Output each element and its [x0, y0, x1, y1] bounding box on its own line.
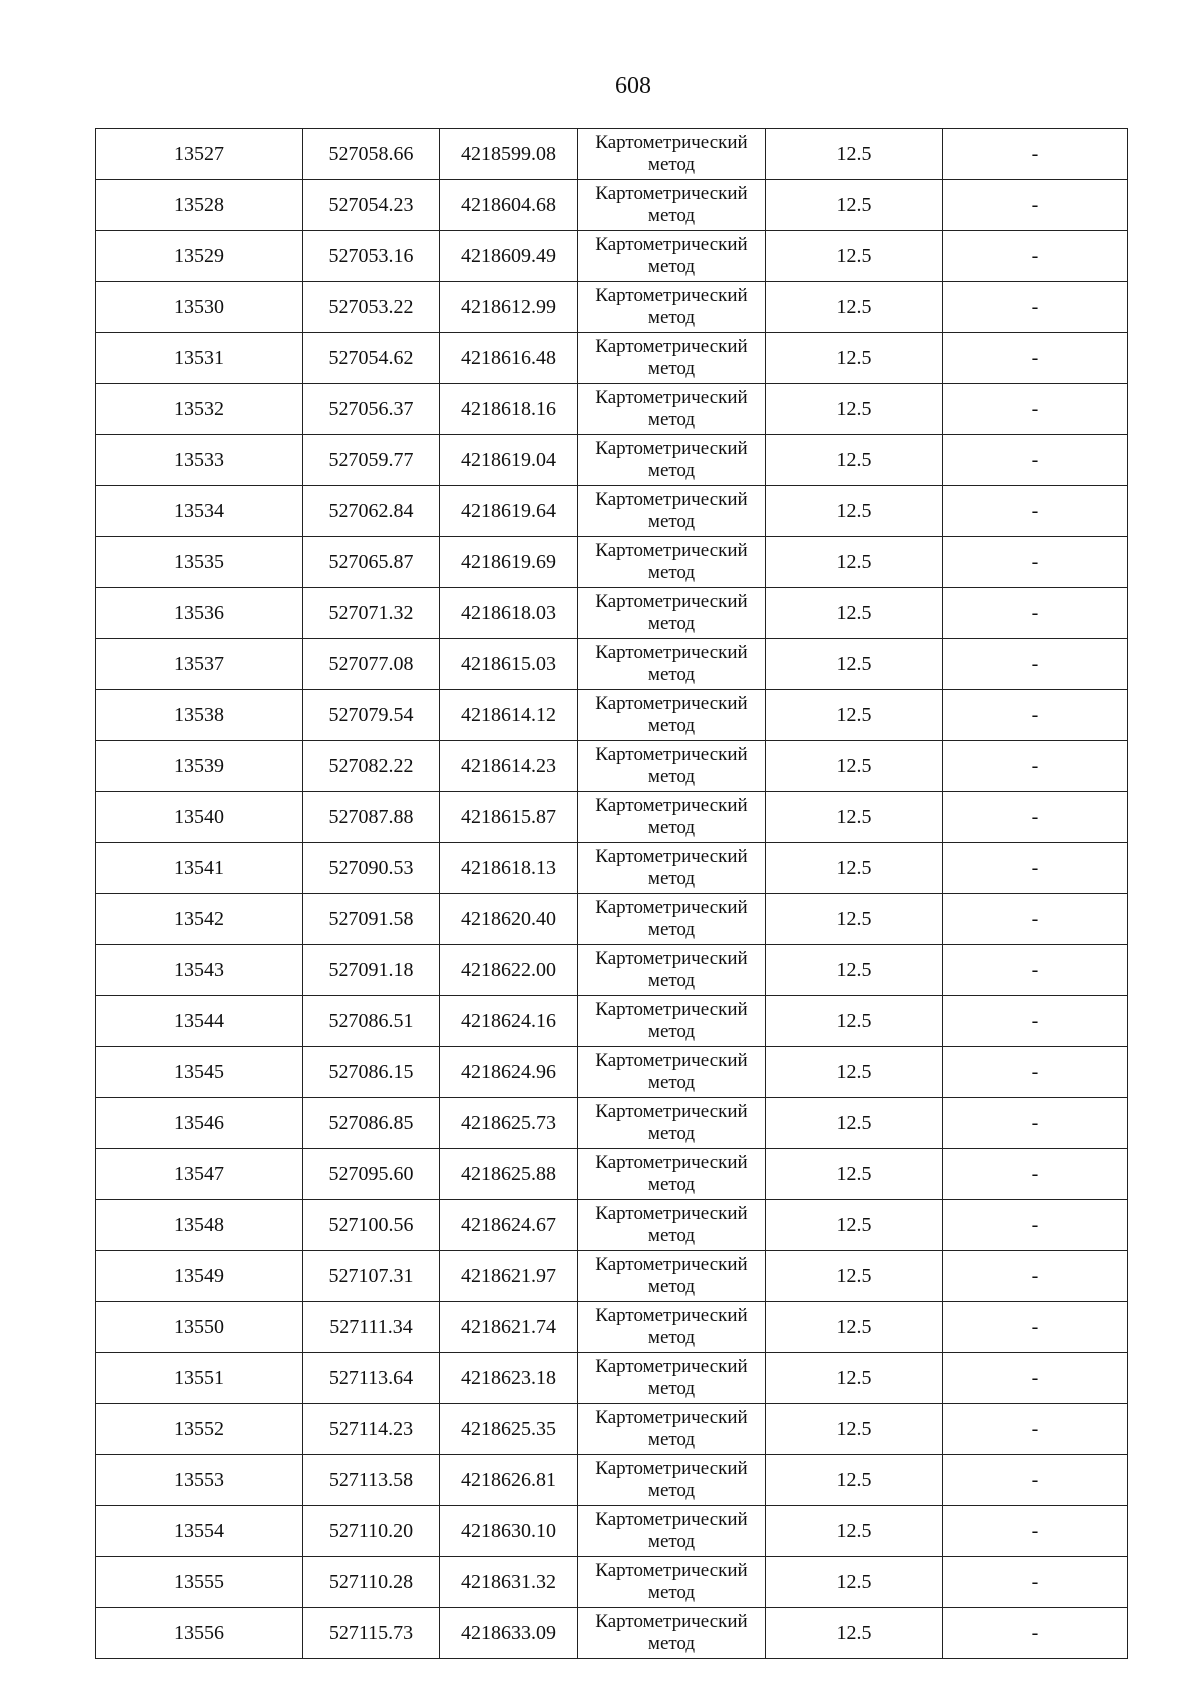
y-coordinate-cell: 4218599.08	[440, 129, 578, 180]
y-coordinate-cell: 4218624.96	[440, 1047, 578, 1098]
table-row	[96, 1302, 1128, 1353]
note-cell: -	[943, 996, 1128, 1047]
y-coordinate-cell: 4218633.09	[440, 1608, 578, 1659]
note-cell: -	[943, 1302, 1128, 1353]
x-coordinate-cell: 527113.64	[303, 1353, 440, 1404]
y-coordinate-cell: 4218625.35	[440, 1404, 578, 1455]
point-id-cell: 13549	[96, 1251, 303, 1302]
accuracy-cell: 12.5	[766, 894, 943, 945]
y-coordinate-cell: 4218614.12	[440, 690, 578, 741]
x-coordinate-cell: 527071.32	[303, 588, 440, 639]
point-id-cell: 13536	[96, 588, 303, 639]
x-coordinate-cell: 527091.58	[303, 894, 440, 945]
accuracy-cell: 12.5	[766, 792, 943, 843]
method-cell: Картометрический метод	[578, 333, 766, 384]
point-id-cell: 13532	[96, 384, 303, 435]
y-coordinate-cell: 4218624.67	[440, 1200, 578, 1251]
note-cell: -	[943, 435, 1128, 486]
note-cell: -	[943, 129, 1128, 180]
table-row	[96, 588, 1128, 639]
method-cell: Картометрический метод	[578, 588, 766, 639]
point-id-cell: 13538	[96, 690, 303, 741]
method-cell: Картометрический метод	[578, 639, 766, 690]
y-coordinate-cell: 4218618.03	[440, 588, 578, 639]
method-cell: Картометрический метод	[578, 1404, 766, 1455]
note-cell: -	[943, 792, 1128, 843]
method-cell: Картометрический метод	[578, 435, 766, 486]
method-cell: Картометрический метод	[578, 945, 766, 996]
x-coordinate-cell: 527091.18	[303, 945, 440, 996]
x-coordinate-cell: 527054.23	[303, 180, 440, 231]
accuracy-cell: 12.5	[766, 435, 943, 486]
coordinates-table	[95, 128, 1128, 1659]
method-cell: Картометрический метод	[578, 1149, 766, 1200]
table-row	[96, 1455, 1128, 1506]
accuracy-cell: 12.5	[766, 537, 943, 588]
note-cell: -	[943, 1047, 1128, 1098]
x-coordinate-cell: 527054.62	[303, 333, 440, 384]
table-row	[96, 1251, 1128, 1302]
note-cell: -	[943, 231, 1128, 282]
point-id-cell: 13542	[96, 894, 303, 945]
y-coordinate-cell: 4218622.00	[440, 945, 578, 996]
note-cell: -	[943, 639, 1128, 690]
accuracy-cell: 12.5	[766, 1149, 943, 1200]
y-coordinate-cell: 4218614.23	[440, 741, 578, 792]
table-row	[96, 282, 1128, 333]
x-coordinate-cell: 527113.58	[303, 1455, 440, 1506]
x-coordinate-cell: 527115.73	[303, 1608, 440, 1659]
accuracy-cell: 12.5	[766, 1557, 943, 1608]
note-cell: -	[943, 1098, 1128, 1149]
method-cell: Картометрический метод	[578, 1251, 766, 1302]
x-coordinate-cell: 527087.88	[303, 792, 440, 843]
x-coordinate-cell: 527056.37	[303, 384, 440, 435]
y-coordinate-cell: 4218619.69	[440, 537, 578, 588]
method-cell: Картометрический метод	[578, 231, 766, 282]
note-cell: -	[943, 1251, 1128, 1302]
table-row	[96, 1557, 1128, 1608]
y-coordinate-cell: 4218620.40	[440, 894, 578, 945]
x-coordinate-cell: 527114.23	[303, 1404, 440, 1455]
accuracy-cell: 12.5	[766, 129, 943, 180]
method-cell: Картометрический метод	[578, 1098, 766, 1149]
x-coordinate-cell: 527086.51	[303, 996, 440, 1047]
x-coordinate-cell: 527095.60	[303, 1149, 440, 1200]
y-coordinate-cell: 4218616.48	[440, 333, 578, 384]
table-row	[96, 231, 1128, 282]
point-id-cell: 13529	[96, 231, 303, 282]
point-id-cell: 13546	[96, 1098, 303, 1149]
y-coordinate-cell: 4218604.68	[440, 180, 578, 231]
accuracy-cell: 12.5	[766, 1506, 943, 1557]
accuracy-cell: 12.5	[766, 1251, 943, 1302]
point-id-cell: 13545	[96, 1047, 303, 1098]
accuracy-cell: 12.5	[766, 1098, 943, 1149]
point-id-cell: 13531	[96, 333, 303, 384]
accuracy-cell: 12.5	[766, 1200, 943, 1251]
point-id-cell: 13551	[96, 1353, 303, 1404]
y-coordinate-cell: 4218619.64	[440, 486, 578, 537]
note-cell: -	[943, 945, 1128, 996]
x-coordinate-cell: 527082.22	[303, 741, 440, 792]
y-coordinate-cell: 4218619.04	[440, 435, 578, 486]
table-row	[96, 435, 1128, 486]
table-row	[96, 945, 1128, 996]
table-row	[96, 1047, 1128, 1098]
note-cell: -	[943, 1506, 1128, 1557]
table-row	[96, 792, 1128, 843]
x-coordinate-cell: 527059.77	[303, 435, 440, 486]
method-cell: Картометрический метод	[578, 1047, 766, 1098]
accuracy-cell: 12.5	[766, 1608, 943, 1659]
accuracy-cell: 12.5	[766, 1455, 943, 1506]
method-cell: Картометрический метод	[578, 1353, 766, 1404]
coordinates-table-body	[96, 129, 1128, 1659]
point-id-cell: 13556	[96, 1608, 303, 1659]
accuracy-cell: 12.5	[766, 996, 943, 1047]
note-cell: -	[943, 1455, 1128, 1506]
note-cell: -	[943, 741, 1128, 792]
method-cell: Картометрический метод	[578, 537, 766, 588]
accuracy-cell: 12.5	[766, 231, 943, 282]
note-cell: -	[943, 537, 1128, 588]
page-number: 608	[615, 73, 651, 99]
table-row	[96, 129, 1128, 180]
note-cell: -	[943, 1353, 1128, 1404]
point-id-cell: 13528	[96, 180, 303, 231]
note-cell: -	[943, 1557, 1128, 1608]
y-coordinate-cell: 4218625.73	[440, 1098, 578, 1149]
accuracy-cell: 12.5	[766, 639, 943, 690]
table-row	[96, 537, 1128, 588]
accuracy-cell: 12.5	[766, 945, 943, 996]
point-id-cell: 13543	[96, 945, 303, 996]
x-coordinate-cell: 527100.56	[303, 1200, 440, 1251]
x-coordinate-cell: 527053.16	[303, 231, 440, 282]
y-coordinate-cell: 4218630.10	[440, 1506, 578, 1557]
method-cell: Картометрический метод	[578, 180, 766, 231]
accuracy-cell: 12.5	[766, 1404, 943, 1455]
y-coordinate-cell: 4218609.49	[440, 231, 578, 282]
x-coordinate-cell: 527086.15	[303, 1047, 440, 1098]
accuracy-cell: 12.5	[766, 282, 943, 333]
x-coordinate-cell: 527090.53	[303, 843, 440, 894]
x-coordinate-cell: 527053.22	[303, 282, 440, 333]
point-id-cell: 13527	[96, 129, 303, 180]
table-row	[96, 180, 1128, 231]
y-coordinate-cell: 4218624.16	[440, 996, 578, 1047]
accuracy-cell: 12.5	[766, 333, 943, 384]
table-row	[96, 1149, 1128, 1200]
method-cell: Картометрический метод	[578, 843, 766, 894]
y-coordinate-cell: 4218618.16	[440, 384, 578, 435]
method-cell: Картометрический метод	[578, 1455, 766, 1506]
x-coordinate-cell: 527079.54	[303, 690, 440, 741]
method-cell: Картометрический метод	[578, 894, 766, 945]
note-cell: -	[943, 333, 1128, 384]
method-cell: Картометрический метод	[578, 1557, 766, 1608]
method-cell: Картометрический метод	[578, 1506, 766, 1557]
x-coordinate-cell: 527110.20	[303, 1506, 440, 1557]
point-id-cell: 13548	[96, 1200, 303, 1251]
method-cell: Картометрический метод	[578, 129, 766, 180]
accuracy-cell: 12.5	[766, 180, 943, 231]
note-cell: -	[943, 180, 1128, 231]
coordinates-table-container	[95, 128, 1127, 1659]
point-id-cell: 13535	[96, 537, 303, 588]
x-coordinate-cell: 527058.66	[303, 129, 440, 180]
y-coordinate-cell: 4218621.74	[440, 1302, 578, 1353]
table-row	[96, 843, 1128, 894]
point-id-cell: 13537	[96, 639, 303, 690]
point-id-cell: 13544	[96, 996, 303, 1047]
note-cell: -	[943, 1608, 1128, 1659]
x-coordinate-cell: 527077.08	[303, 639, 440, 690]
point-id-cell: 13552	[96, 1404, 303, 1455]
accuracy-cell: 12.5	[766, 741, 943, 792]
x-coordinate-cell: 527086.85	[303, 1098, 440, 1149]
method-cell: Картометрический метод	[578, 996, 766, 1047]
method-cell: Картометрический метод	[578, 282, 766, 333]
x-coordinate-cell: 527107.31	[303, 1251, 440, 1302]
point-id-cell: 13540	[96, 792, 303, 843]
y-coordinate-cell: 4218626.81	[440, 1455, 578, 1506]
note-cell: -	[943, 384, 1128, 435]
accuracy-cell: 12.5	[766, 384, 943, 435]
note-cell: -	[943, 486, 1128, 537]
y-coordinate-cell: 4218615.03	[440, 639, 578, 690]
point-id-cell: 13539	[96, 741, 303, 792]
table-row	[96, 690, 1128, 741]
table-row	[96, 1608, 1128, 1659]
table-row	[96, 1200, 1128, 1251]
table-row	[96, 639, 1128, 690]
method-cell: Картометрический метод	[578, 741, 766, 792]
x-coordinate-cell: 527111.34	[303, 1302, 440, 1353]
y-coordinate-cell: 4218615.87	[440, 792, 578, 843]
accuracy-cell: 12.5	[766, 1353, 943, 1404]
point-id-cell: 13530	[96, 282, 303, 333]
method-cell: Картометрический метод	[578, 1302, 766, 1353]
table-row	[96, 333, 1128, 384]
note-cell: -	[943, 1404, 1128, 1455]
table-row	[96, 894, 1128, 945]
y-coordinate-cell: 4218631.32	[440, 1557, 578, 1608]
point-id-cell: 13555	[96, 1557, 303, 1608]
point-id-cell: 13550	[96, 1302, 303, 1353]
y-coordinate-cell: 4218625.88	[440, 1149, 578, 1200]
accuracy-cell: 12.5	[766, 843, 943, 894]
note-cell: -	[943, 282, 1128, 333]
note-cell: -	[943, 588, 1128, 639]
point-id-cell: 13547	[96, 1149, 303, 1200]
y-coordinate-cell: 4218612.99	[440, 282, 578, 333]
table-row	[96, 741, 1128, 792]
table-row	[96, 996, 1128, 1047]
method-cell: Картометрический метод	[578, 486, 766, 537]
note-cell: -	[943, 1200, 1128, 1251]
x-coordinate-cell: 527110.28	[303, 1557, 440, 1608]
point-id-cell: 13554	[96, 1506, 303, 1557]
note-cell: -	[943, 690, 1128, 741]
accuracy-cell: 12.5	[766, 1302, 943, 1353]
x-coordinate-cell: 527065.87	[303, 537, 440, 588]
x-coordinate-cell: 527062.84	[303, 486, 440, 537]
point-id-cell: 13553	[96, 1455, 303, 1506]
table-row	[96, 486, 1128, 537]
point-id-cell: 13533	[96, 435, 303, 486]
table-row	[96, 1353, 1128, 1404]
method-cell: Картометрический метод	[578, 1200, 766, 1251]
method-cell: Картометрический метод	[578, 1608, 766, 1659]
method-cell: Картометрический метод	[578, 792, 766, 843]
accuracy-cell: 12.5	[766, 588, 943, 639]
table-row	[96, 1506, 1128, 1557]
point-id-cell: 13541	[96, 843, 303, 894]
accuracy-cell: 12.5	[766, 1047, 943, 1098]
table-row	[96, 1404, 1128, 1455]
y-coordinate-cell: 4218618.13	[440, 843, 578, 894]
accuracy-cell: 12.5	[766, 486, 943, 537]
table-row	[96, 1098, 1128, 1149]
y-coordinate-cell: 4218623.18	[440, 1353, 578, 1404]
note-cell: -	[943, 894, 1128, 945]
point-id-cell: 13534	[96, 486, 303, 537]
y-coordinate-cell: 4218621.97	[440, 1251, 578, 1302]
method-cell: Картометрический метод	[578, 384, 766, 435]
method-cell: Картометрический метод	[578, 690, 766, 741]
note-cell: -	[943, 1149, 1128, 1200]
accuracy-cell: 12.5	[766, 690, 943, 741]
table-row	[96, 384, 1128, 435]
note-cell: -	[943, 843, 1128, 894]
